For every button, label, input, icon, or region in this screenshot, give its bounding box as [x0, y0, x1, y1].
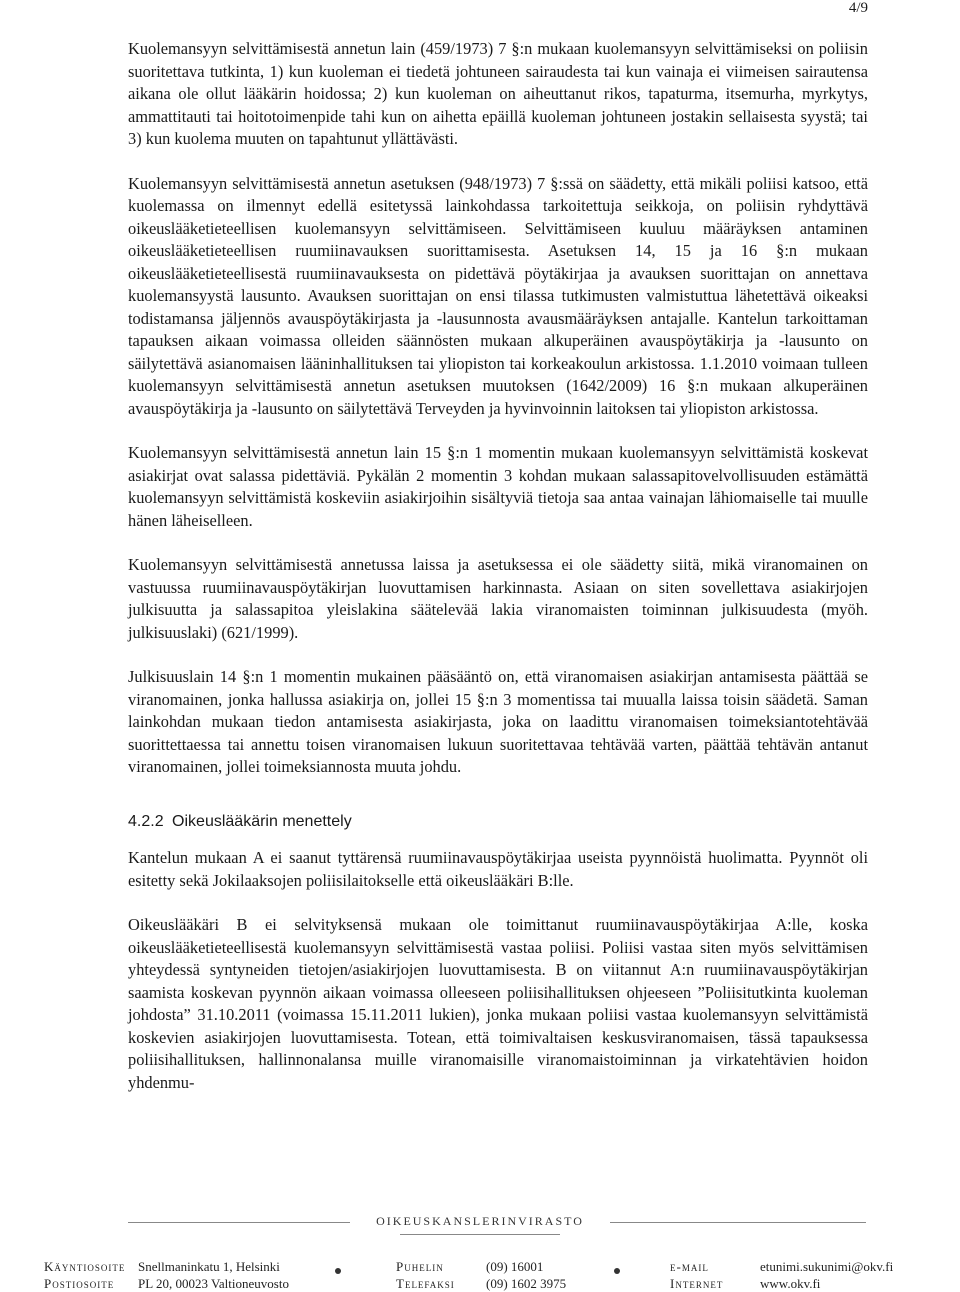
internet-label: Internet — [670, 1276, 724, 1291]
body-paragraph: Kuolemansyyn selvittämisestä annetun asetuksen (948/1973) 7 §:ssä on säädetty, että mikäli poliisi katsoo, että kuolemassa on ilmennyt edellä esitetyssä lainkohdassa tarkoitettuja seikkoja, on poliisin ryhdyttävä oikeuslääketieteellisen kuolemansyyn selvittämiseen. Selvittämiseen kuuluu määräyksen antaminen oikeuslääketieteellisen ruumiinavauksen suorittamisesta. Asetuksen 14, 15 ja 16 §:n mukaan oikeuslääketieteellisestä ruumiinavauksesta on pidettävä pöytäkirjaa ja avauksen suorittajan on annettava kuolemansyystä lausunto. Avauksen suorittajan on ensi tilassa tutkimusten valmistuttua lähetettävä oikeaksi todistamansa jäljennös avauspöytäkirjasta ja -lausunnosta avausmääräyksen antajalle. Kantelun tarkoittaman tapauksen aikaan voimassa olleiden säännösten mukaan alkuperäinen avauspöytäkirja ja -lausunto on säilytettävä asianomaisen lääninhallituksen tai yliopiston tai korkeakoulun arkistossa. 1.1.2010 voimaan tulleen kuolemansyyn selvittämisestä annetun asetuksen muutoksen (1642/2009) 16 §:n mukaan alkuperäinen avauspöytäkirja ja -lausunto on säilytettävä Terveyden ja hyvinvoinnin laitoksen tai yliopiston arkistossa. — [128, 173, 868, 418]
footer-values-phone — [486, 1258, 566, 1292]
phone-value: (09) 16001 — [486, 1259, 544, 1274]
footer-values-address — [138, 1258, 289, 1292]
document-body — [128, 38, 868, 1116]
page-number: 4/9 — [848, 0, 868, 16]
footer-org-underline — [400, 1234, 560, 1235]
footer-labels-web — [670, 1258, 723, 1292]
postal-address-label: Postiosoite — [44, 1276, 115, 1291]
footer-organization: OIKEUSKANSLERINVIRASTO — [376, 1214, 584, 1228]
section-number: 4.2.2 — [128, 812, 164, 830]
body-paragraph: Kantelun mukaan A ei saanut tyttärensä ruumiinavauspöytäkirjaa useista pyynnöistä huolimatta. Pyynnöt oli esitetty sekä Jokilaaksojen poliisilaitokselle että oikeuslääkäri B:lle. — [128, 848, 868, 890]
footer-values-web — [760, 1258, 893, 1292]
fax-value: (09) 1602 3975 — [486, 1276, 567, 1291]
postal-address-value: PL 20, 00023 Valtioneuvosto — [138, 1276, 289, 1291]
footer-bullet — [614, 1268, 620, 1274]
email-label: e-mail — [670, 1259, 709, 1274]
internet-value[interactable]: www.okv.fi — [760, 1276, 821, 1291]
body-paragraph: Oikeuslääkäri B ei selvityksensä mukaan ole toimittanut ruumiinavauspöytäkirjaa A:lle, koska oikeuslääketieteellisestä kuolemansyyn selvittämisestä vastaa poliisi. Poliisi vastaa siten myös selvittämisen yhteydessä syntyneiden tietojen/asiakirjojen luovuttamisesta. B on viitannut A:n ruumiinavauspöytäkirjan saamista koskevan pyynnön aikaan voimassa olleeseen poliisihallituksen ohjeeseen ”Poliisitutkinta kuoleman johdosta” 31.10.2011 (voimassa 15.11.2011 lukien), jonka mukaan poliisi vastaa kuolemansyyn selvittämistä koskevien asiakirjojen luovuttamisesta. Totean, että toimivaltaisen keskusviranomaisen, tässä tapauksessa poliisihallituksen, hallinnonalansa muille viranomaisille viranomaistoiminnan ja virkatehtävien hoidon yhdenmu- — [128, 915, 868, 1092]
section-heading — [128, 811, 868, 834]
body-paragraph: Julkisuuslain 14 §:n 1 momentin mukainen pääsääntö on, että viranomaisen asiakirjan antamisesta päättää se viranomainen, jonka hallussa asiakirja on, jollei 15 §:n 3 momentissa tai muualla laissa toisin säädetä. Saman lainkohdan mukaan tiedon antamisesta asiakirjasta, joka on laadittu viranomaisen toimeksiantotehtävää suorittettaessa tai annettu toisen viranomaisen lukuun suoritettavaa tehtävää varten, päättää tehtävän antanut viranomainen, jollei toimeksiannosta muuta johdu. — [128, 667, 868, 776]
footer-labels-phone — [396, 1258, 455, 1292]
footer-labels-address — [44, 1258, 125, 1292]
phone-label: Puhelin — [396, 1259, 444, 1274]
email-value[interactable]: etunimi.sukunimi@okv.fi — [760, 1259, 894, 1274]
visiting-address-label: Käyntiosoite — [44, 1259, 126, 1274]
body-paragraph: Kuolemansyyn selvittämisestä annetussa laissa ja asetuksessa ei ole säädetty siitä, mikä viranomainen on vastuussa ruumiinavauspöytäkirjan luovuttamisen harkinnasta. Asiaan on siten sovellettava asiakirjojen julkisuutta ja salassapitoa yleislakina säätelevää lakia viranomaisten toiminnan julkisuudesta (myöh. julkisuuslaki) (621/1999). — [128, 555, 868, 642]
body-paragraph: Kuolemansyyn selvittämisestä annetun lain (459/1973) 7 §:n mukaan kuolemansyyn selvittämiseksi on poliisin suoritettava tutkinta, 1) kun kuoleman ei tiedetä johtuneen sairaudesta tai kun vainaja ei viimeisen sairautensa aikana ole ollut lääkärin hoidossa; 2) kun kuoleman on aiheuttanut rikos, tapaturma, itsemurha, myrkytys, ammattitauti tai hoitotoimenpide tahi kun on aihetta epäillä kuoleman johtuneen jostakin sellaisesta syystä; tai 3) kun kuolema muuten on tapahtunut yllättävästi. — [128, 39, 868, 148]
footer-bullet — [335, 1268, 341, 1274]
fax-label: Telefaksi — [396, 1276, 455, 1291]
body-paragraph: Kuolemansyyn selvittämisestä annetun lain 15 §:n 1 momentin mukaan kuolemansyyn selvittämistä koskevat asiakirjat ovat salassa pidettäviä. Pykälän 2 momentin 3 kohdan mukaan salassapitovelvollisuuden estämättä kuolemansyyn selvittämistä koskeviin asiakirjoihin sisältyviä tietoja saa antaa vainajan lähiomaiselle tai muulle hänen läheiselleen. — [128, 443, 868, 530]
visiting-address-value: Snellmaninkatu 1, Helsinki — [138, 1259, 280, 1274]
section-title: Oikeuslääkärin menettely — [172, 812, 352, 830]
